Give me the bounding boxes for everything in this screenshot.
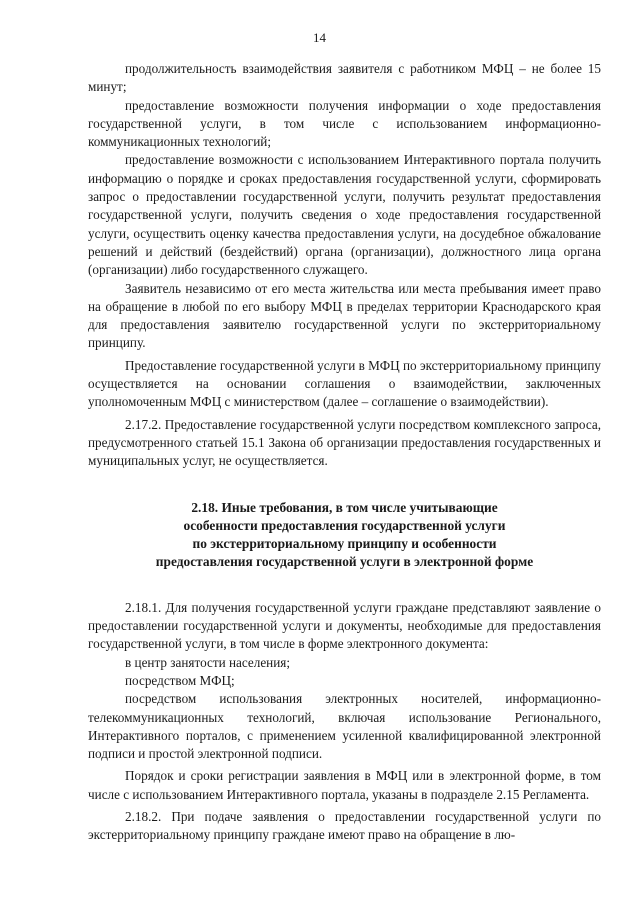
paragraph: 2.17.2. Предоставление государственной услуги посредством комплексного запроса, предусмотренного статьей 15.1 Закона об организации предоставления государственных и муниципальных услуг, не осуществляется. <box>88 416 601 469</box>
paragraph: предоставление возможности получения информации о ходе предоставления государственной услуги, в том числе с использованием информационно-коммуникационных технологий; <box>88 97 601 150</box>
paragraph: продолжительность взаимодействия заявителя с работником МФЦ – не более 15 минут; <box>88 61 601 95</box>
list-item: в центр занятости населения; <box>125 654 291 670</box>
document-body <box>88 60 601 845</box>
paragraph: 2.18.1. Для получения государственной услуги граждане представляют заявление о предоставлении государственной услуги и документы, необходимые для предоставления государственной услуги, в том числе в форме электронного документа: <box>88 599 601 652</box>
paragraph: Заявитель независимо от его места жительства или места пребывания имеет право на обращение в любой по его выбору МФЦ в пределах территории Краснодарского края для предоставления заявителю государственной услуги по экстерриториальному принципу. <box>88 280 601 351</box>
paragraph: 2.18.2. При подаче заявления о предоставлении государственной услуги по экстерриториальному принципу граждане имеют право на обращение в лю- <box>88 808 601 843</box>
section-heading-line: 2.18. Иные требования, в том числе учитывающие <box>191 499 498 515</box>
section-heading-line: особенности предоставления государственной услуги <box>183 517 506 533</box>
section-heading-line: предоставления государственной услуги в электронной форме <box>155 554 534 570</box>
section-heading-line: по экстерриториальному принципу и особенности <box>192 536 497 552</box>
paragraph: Порядок и сроки регистрации заявления в МФЦ или в электронной форме, в том числе с использованием Интерактивного портала, указаны в подразделе 2.15 Регламента. <box>88 768 601 802</box>
list-item: посредством использования электронных носителей, информационно-телекоммуникационных технологий, включая использование Регионального, Интерактивного порталов, с применением усиленной квалифицированной электронной подписи и простой электронной подписи. <box>88 691 601 762</box>
paragraph: предоставление возможности с использованием Интерактивного портала получить информацию о порядке и сроках предоставления государственной услуги, сформировать запрос о предоставлении государственной услуги, получить результат предоставления государственной услуги, получить сведения о ходе предоставления государственной услуги, осуществить оценку качества предоставления услуги, на досудебное обжалование решений и действий (бездействий) органа (организации), должностного лица органа (организации) либо государственного служащего. <box>88 152 601 278</box>
page-number: 14 <box>313 30 326 45</box>
list-item: посредством МФЦ; <box>125 672 235 688</box>
paragraph: Предоставление государственной услуги в МФЦ по экстерриториальному принципу осуществляется на основании соглашения о взаимодействии, заключенных уполномоченным МФЦ с министерством (далее – соглашение о взаимодействии). <box>88 357 601 410</box>
section-heading <box>88 499 601 572</box>
